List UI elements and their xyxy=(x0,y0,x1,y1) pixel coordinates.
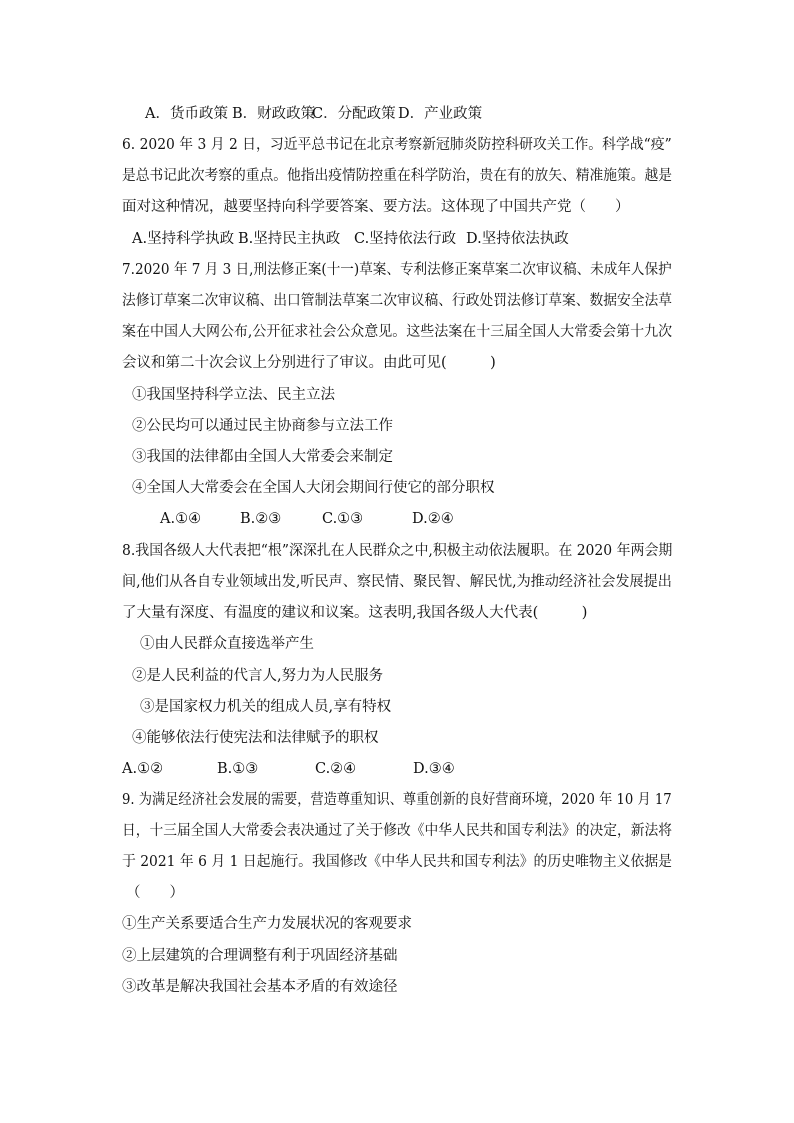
q9-statement: ③改革是解决我国社会基本矛盾的有效途径 xyxy=(122,979,398,995)
q5-option-c[interactable]: C．分配政策 xyxy=(312,106,396,122)
q9-answer-bracket[interactable]: （ ） xyxy=(126,885,184,901)
q7-stem-line: 案在中国人大网公布,公开征求社会公众意见。这些法案在十三届全国人大常委会第十九次 xyxy=(122,324,673,340)
q7-stem-line: 法修订草案二次审议稿、出口管制法草案二次审议稿、行政处罚法修订草案、数据安全法草 xyxy=(122,293,672,309)
q7-stem-line: 7.2020 年 7 月 3 日,刑法修正案(十一)草案、专利法修正案草案二次审议稿、未成年人保护 xyxy=(122,262,672,278)
q8-stem-line: 间,他们从各自专业领域出发,听民声、察民情、聚民智、解民忧,为推动经济社会发展提出 xyxy=(122,574,672,590)
q9-stem-line: 9. 为满足经济社会发展的需要，营造尊重知识、尊重创新的良好营商环境，2020 年 10 月 17 xyxy=(122,792,672,808)
q5-option-d[interactable]: D．产业政策 xyxy=(398,106,483,122)
q8-stem-line: 8.我国各级人大代表把“根”深深扎在人民群众之中,积极主动依法履职。在 2020 年两会期 xyxy=(122,543,673,559)
q8-statement: ③是国家权力机关的组成人员,享有特权 xyxy=(140,699,392,715)
q6-option-a[interactable]: A.坚持科学执政 xyxy=(132,231,235,247)
q6-option-c[interactable]: C.坚持依法行政 xyxy=(354,231,457,247)
q6-stem-line: 是总书记此次考察的重点。他指出疫情防控重在科学防治，贵在有的放矢、精准施策。越是 xyxy=(122,168,672,184)
q8-statement: ②是人民利益的代言人,努力为人民服务 xyxy=(132,668,384,684)
q7-statement: ①我国坚持科学立法、民主立法 xyxy=(132,387,335,403)
q6-stem-line: 面对这种情况，越要坚持向科学要答案、要方法。这体现了中国共产党（ ） xyxy=(122,199,630,215)
q8-option-d[interactable]: D.③④ xyxy=(413,761,455,777)
q5-option-a[interactable]: A．货币政策 xyxy=(145,106,228,122)
q8-option-a[interactable]: A.①② xyxy=(122,761,164,777)
q7-option-b[interactable]: B.②③ xyxy=(240,511,282,527)
q6-option-d[interactable]: D.坚持依法执政 xyxy=(466,231,569,247)
q6-stem-line: 6. 2020 年 3 月 2 日，习近平总书记在北京考察新冠肺炎防控科研攻关工作。科学战“疫” xyxy=(122,137,672,153)
q7-statement: ④全国人大常委会在全国人大闭会期间行使它的部分职权 xyxy=(132,480,495,496)
q8-option-c[interactable]: C.②④ xyxy=(315,761,357,777)
q9-statement: ①生产关系要适合生产力发展状况的客观要求 xyxy=(122,916,412,932)
q8-statement: ①由人民群众直接选举产生 xyxy=(140,636,314,652)
q7-option-c[interactable]: C.①③ xyxy=(322,511,364,527)
q9-stem-line: 日，十三届全国人大常委会表决通过了关于修改《中华人民共和国专利法》的决定，新法将 xyxy=(122,823,672,839)
q7-option-d[interactable]: D.②④ xyxy=(412,511,454,527)
q9-stem-line: 于 2021 年 6 月 1 日起施行。我国修改《中华人民共和国专利法》的历史唯物主义依据是 xyxy=(122,854,673,870)
q7-statement: ③我国的法律都由全国人大常委会来制定 xyxy=(132,449,393,465)
q9-statement: ②上层建筑的合理调整有利于巩固经济基础 xyxy=(122,948,398,964)
q8-stem-line: 了大量有深度、有温度的建议和议案。这表明,我国各级人大代表( ) xyxy=(122,605,588,621)
q6-option-b[interactable]: B.坚持民主执政 xyxy=(238,231,341,247)
q8-option-b[interactable]: B.①③ xyxy=(217,761,259,777)
q7-option-a[interactable]: A.①④ xyxy=(160,511,202,527)
q7-stem-line: 会议和第二十次会议上分别进行了审议。由此可见( ) xyxy=(122,355,496,371)
q5-option-b[interactable]: B．财政政策 xyxy=(232,106,316,122)
q7-statement: ②公民均可以通过民主协商参与立法工作 xyxy=(132,418,393,434)
q8-statement: ④能够依法行使宪法和法律赋予的职权 xyxy=(132,730,379,746)
